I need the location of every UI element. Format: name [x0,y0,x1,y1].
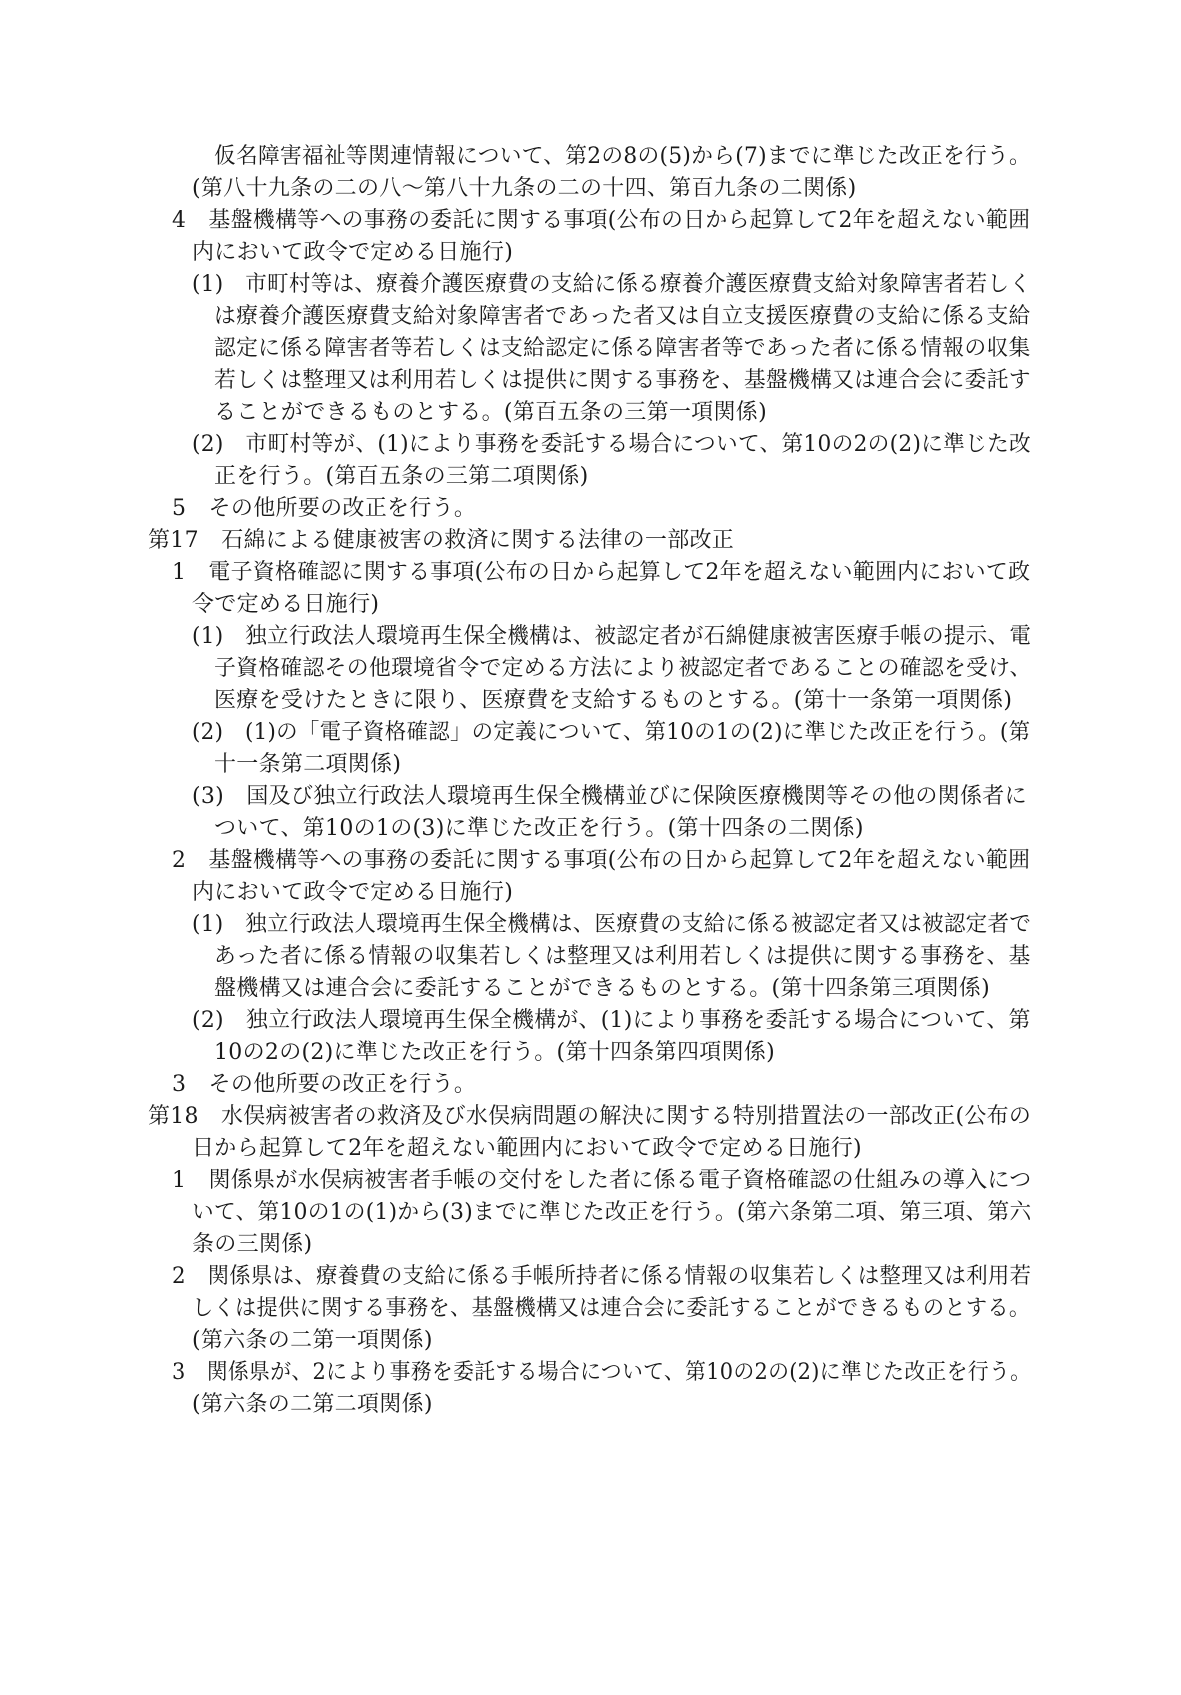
item-line: いて、第10の1の(1)から(3)までに準じた改正を行う。(第六条第二項、第三項、第六 [192,1200,1032,1225]
subitem-line: (2) 独立行政法人環境再生保全機構が、(1)により事務を委託する場合について、第 [192,1008,1031,1033]
item-line: 条の三関係) [192,1232,313,1257]
subitem-line: 認定に係る障害者等若しくは支給認定に係る障害者等であった者に係る情報の収集 [214,336,1031,361]
section-18-heading: 日から起算して2年を超えない範囲内において政令で定める日施行) [192,1136,862,1161]
section-17-heading: 第17 石綿による健康被害の救済に関する法律の一部改正 [148,528,735,553]
subitem-line: 正を行う。(第百五条の三第二項関係) [214,464,589,489]
item-line: 1 関係県が水俣病被害者手帳の交付をした者に係る電子資格確認の仕組みの導入につ [172,1168,1032,1193]
subitem-line: (2) (1)の「電子資格確認」の定義について、第10の1の(2)に準じた改正を行う。(第 [192,720,1031,745]
subitem-line: 子資格確認その他環境省令で定める方法により被認定者であることの確認を受け、 [214,656,1032,681]
item-line: 2 関係県は、療養費の支給に係る手帳所持者に係る情報の収集若しくは整理又は利用若 [172,1264,1032,1289]
subitem-line: (2) 市町村等が、(1)により事務を委託する場合について、第10の2の(2)に準じた改 [192,432,1032,457]
subitem-line: 盤機構又は連合会に委託することができるものとする。(第十四条第三項関係) [214,976,990,1001]
subitem-line: 若しくは整理又は利用若しくは提供に関する事務を、基盤機構又は連合会に委託す [214,368,1031,393]
subitem-line: ることができるものとする。(第百五条の三第一項関係) [214,400,767,425]
text-line: (第八十九条の二の八～第八十九条の二の十四、第百九条の二関係) [192,176,857,201]
item-line: (第六条の二第二項関係) [192,1392,433,1417]
item-line: しくは提供に関する事務を、基盤機構又は連合会に委託することができるものとする。 [192,1296,1031,1321]
item-line: 1 電子資格確認に関する事項(公布の日から起算して2年を超えない範囲内において政 [172,560,1031,585]
section-18-heading: 第18 水俣病被害者の救済及び水俣病問題の解決に関する特別措置法の一部改正(公布の [148,1104,1032,1129]
subitem-line: は療養介護医療費支給対象障害者であった者又は自立支援医療費の支給に係る支給 [214,304,1031,329]
item-line: 2 基盤機構等への事務の委託に関する事項(公布の日から起算して2年を超えない範囲 [172,848,1031,873]
subitem-line: (1) 独立行政法人環境再生保全機構は、医療費の支給に係る被認定者又は被認定者で [192,912,1032,937]
subitem-line: 医療を受けたときに限り、医療費を支給するものとする。(第十一条第一項関係) [214,688,1013,713]
item-line: 令で定める日施行) [192,592,380,617]
item-line: 内において政令で定める日施行) [192,880,514,905]
subitem-line: 10の2の(2)に準じた改正を行う。(第十四条第四項関係) [214,1040,776,1065]
item-line: 3 関係県が、2により事務を委託する場合について、第10の2の(2)に準じた改正を行う。 [172,1360,1032,1385]
text-line: 仮名障害福祉等関連情報について、第2の8の(5)から(7)までに準じた改正を行う。 [214,144,1031,169]
subitem-line: 十一条第二項関係) [214,752,402,777]
subitem-line: (1) 独立行政法人環境再生保全機構は、被認定者が石綿健康被害医療手帳の提示、電 [192,624,1032,649]
subitem-line: (1) 市町村等は、療養介護医療費の支給に係る療養介護医療費支給対象障害者若しく [192,272,1032,297]
subitem-line: (3) 国及び独立行政法人環境再生保全機構並びに保険医療機関等その他の関係者に [192,784,1027,809]
subitem-line: ついて、第10の1の(3)に準じた改正を行う。(第十四条の二関係) [214,816,864,841]
item-4-line: 4 基盤機構等への事務の委託に関する事項(公布の日から起算して2年を超えない範囲 [172,208,1031,233]
subitem-line: あった者に係る情報の収集若しくは整理又は利用若しくは提供に関する事務を、基 [214,944,1031,969]
item-4-line: 内において政令で定める日施行) [192,240,514,265]
item-line: 3 その他所要の改正を行う。 [172,1072,477,1097]
item-line: (第六条の二第一項関係) [192,1328,433,1353]
item-5-line: 5 その他所要の改正を行う。 [172,496,477,521]
